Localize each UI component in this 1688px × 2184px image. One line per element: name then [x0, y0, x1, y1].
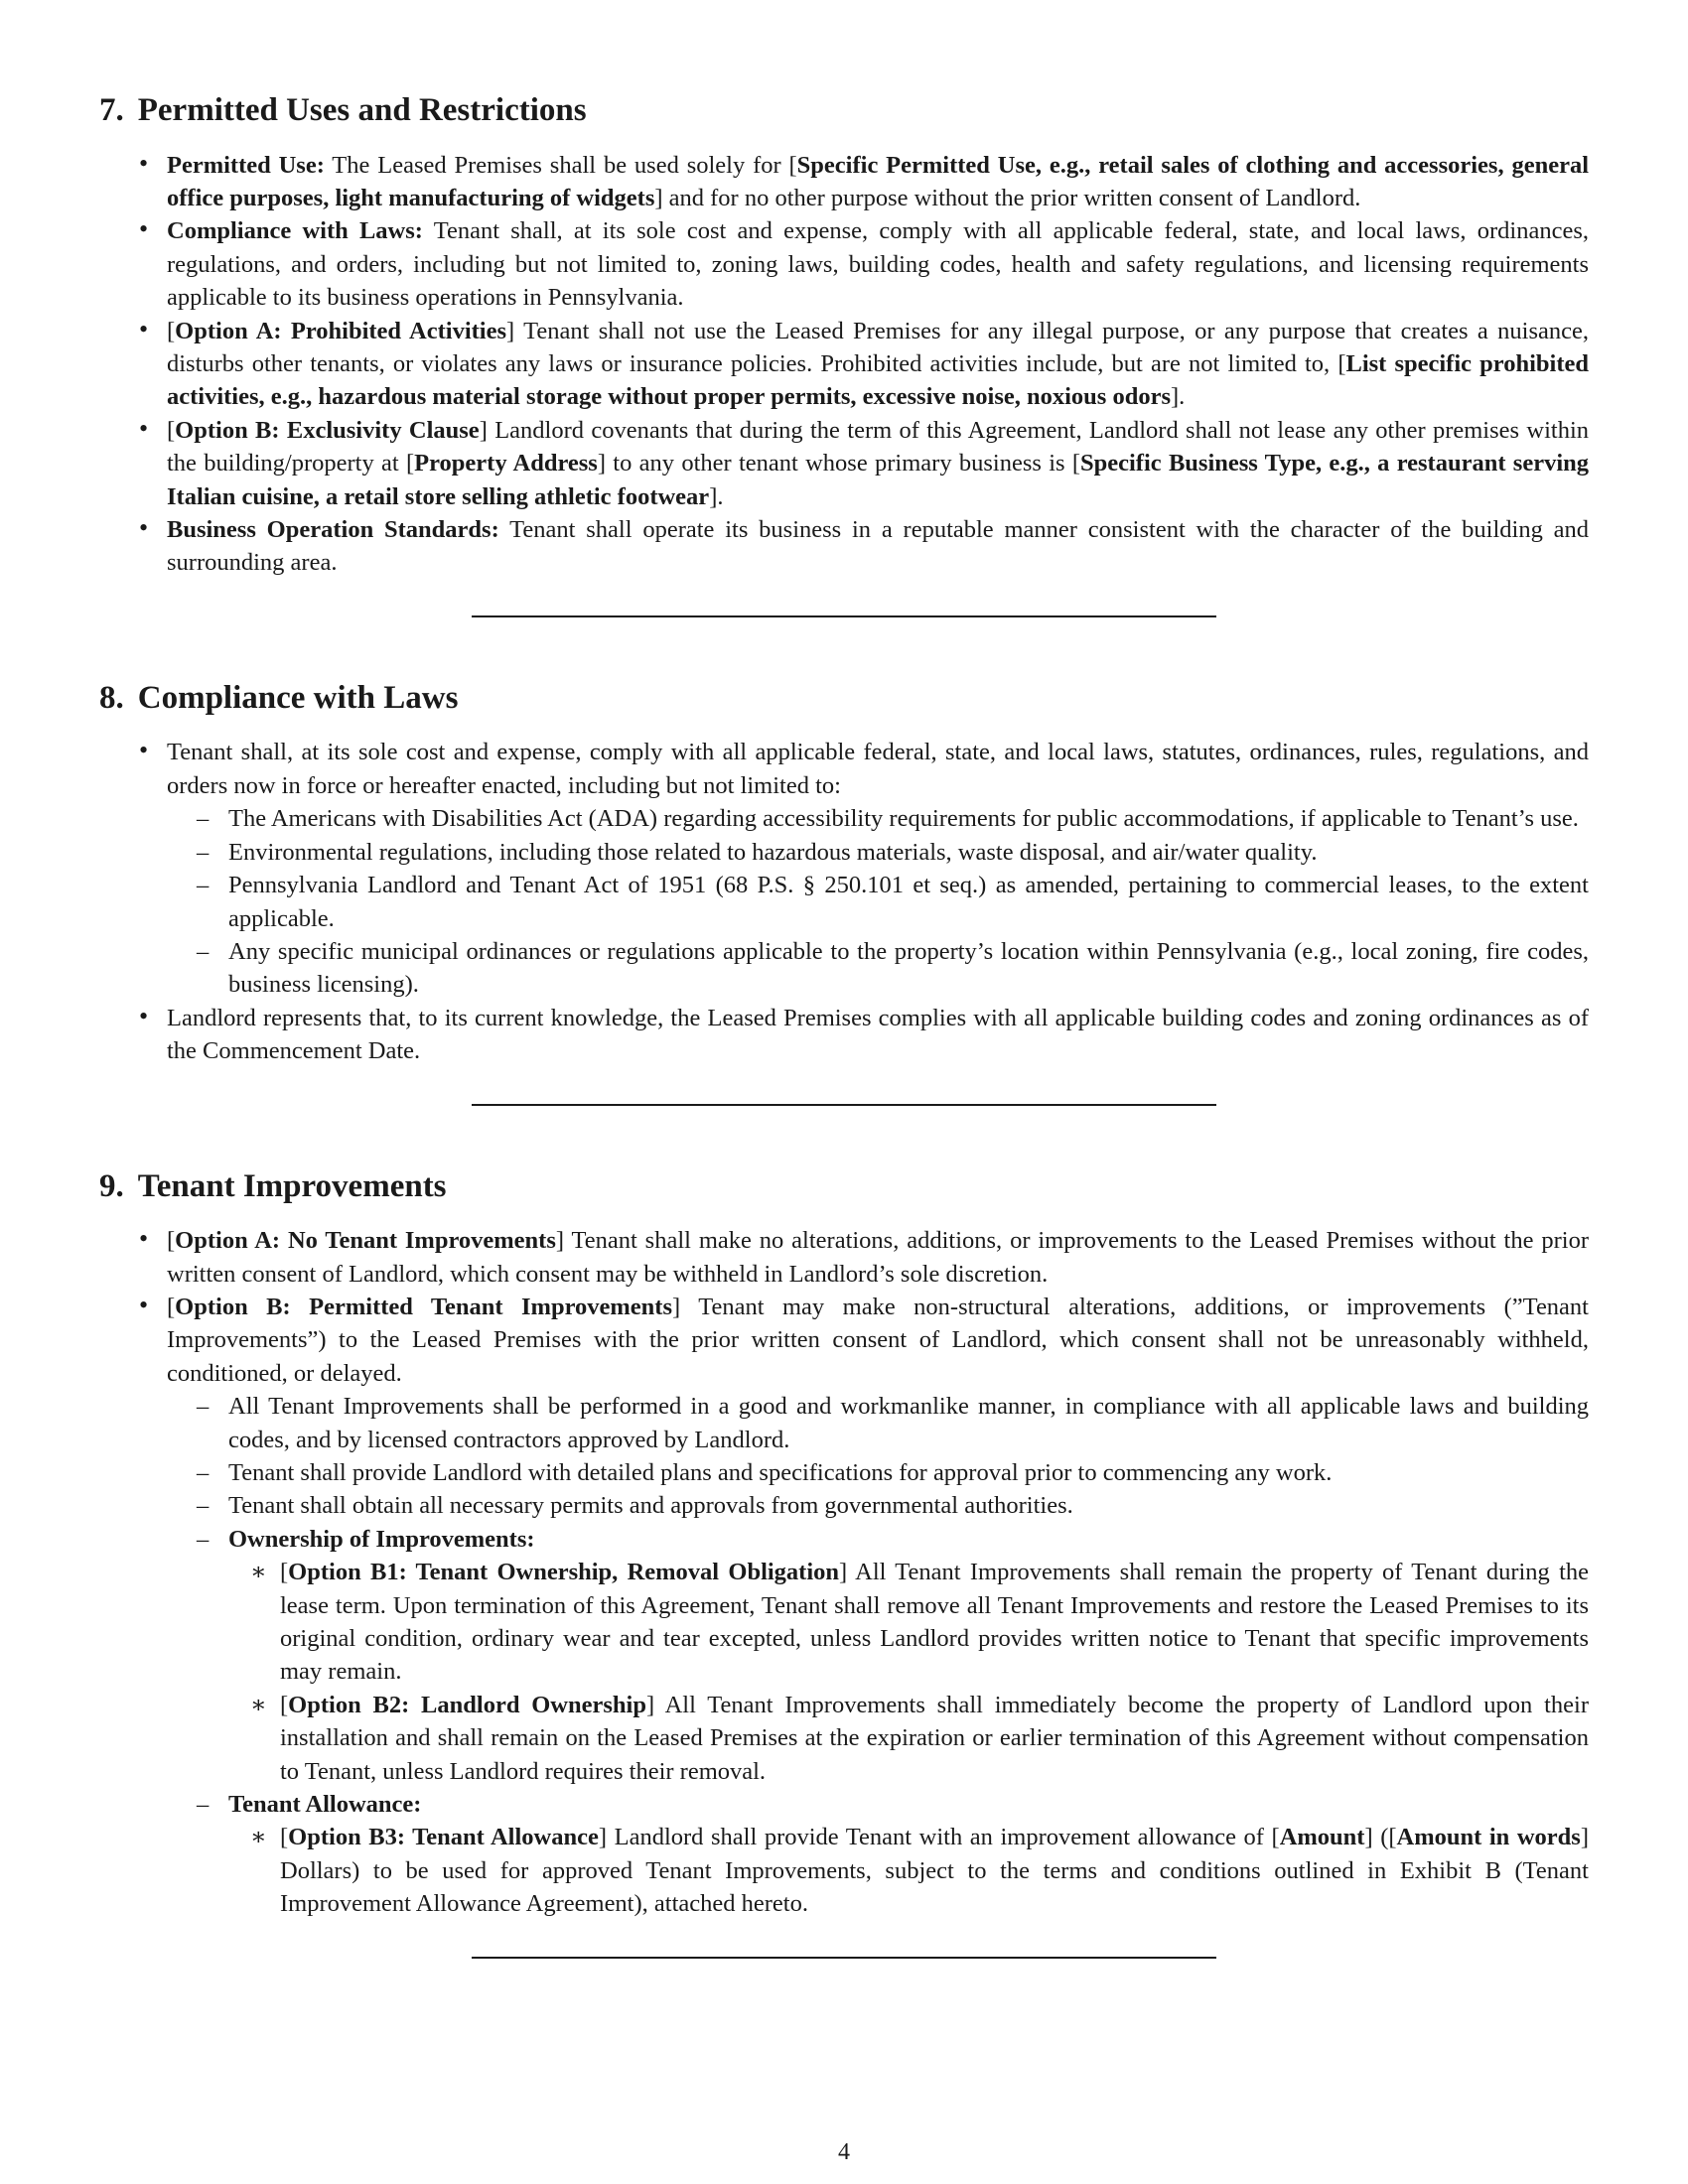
list-item: • Tenant shall, at its sole cost and expense, comply with all applicable federal, state, and local laws, statutes, ordinances, rules, regulations, and orders now in force or hereafter enacted, including but not limited to: – The Americans with Disabilities Act (ADA) regarding accessibility requirements for public accommodations, if applicable to Tenant’s use. – Environmental regulations, including those related to hazardous materials, waste disposal, and air/water quality. – Pennsylvania Landlord and Tenant Act of 1951 (68 P.S. § 250.101 et seq.) as amended, pertaining to commercial leases, to the extent applicable. – Any specific municipal ordinances or regulations applicable to the property’s location within Pennsylvania (e.g., local zoning, fire codes, business licensing). — [167, 736, 1589, 1001]
section-9-list — [99, 1224, 1589, 1921]
section-7-list — [99, 149, 1589, 580]
sub-list-item: – The Americans with Disabilities Act (ADA) regarding accessibility requirements for public accommodations, if applicable to Tenant’s use. — [228, 802, 1589, 835]
list-item: • [Option B: Permitted Tenant Improvements] Tenant may make non-structural alterations, additions, or improvements (”Tenant Improvements”) to the Leased Premises with the prior written consent of Landlord, which consent shall not be unreasonably withheld, conditioned, or delayed. – All Tenant Improvements shall be performed in a good and workmanlike manner, in compliance with all applicable laws and building codes, and by licensed contractors approved by Landlord. – Tenant shall provide Landlord with detailed plans and specifications for approval prior to commencing any work. – Tenant shall obtain all necessary permits and approvals from governmental authorities. – Ownership of Improvements: ∗ [Option B1: Tenant Ownership, Removal Obligation] All Tenant Improvements shall remain the property of Tenant during the lease term. Upon termination of this Agreement, Tenant shall remove all Tenant Improvements and restore the Leased Premises to its original condition, ordinary wear and tear excepted, unless Landlord provides written notice to Tenant that specific improvements may remain. ∗ [Option B2: Landlord Ownership] All Tenant Improvements shall immediately become the property of Landlord upon their installation and shall remain on the Leased Premises at the expiration or earlier termination of this Agreement without compensation to Tenant, unless Landlord requires their removal. – Tenant Allowance: ∗ [Option B3: Tenant Allowance] Landlord shall provide Tenant with an improvement allowance of [Amount] ([Amount in words] Dollars) to be used for approved Tenant Improvements, subject to the terms and conditions outlined in Exhibit B (Tenant Improvement Allowance Agreement), attached hereto. — [167, 1291, 1589, 1921]
sub-list-item: – Environmental regulations, including those related to hazardous materials, waste disposal, and air/water quality. — [228, 836, 1589, 869]
sub-list-item: – Tenant shall obtain all necessary permits and approvals from governmental authorities. — [228, 1489, 1589, 1522]
list-item: • Compliance with Laws: Tenant shall, at its sole cost and expense, comply with all applicable federal, state, and local laws, ordinances, regulations, and orders, including but not limited to, zoning laws, building codes, health and safety regulations, and licensing requirements applicable to its business operations in Pennsylvania. — [167, 214, 1589, 314]
page-number: 4 — [838, 2139, 850, 2165]
section-8 — [99, 679, 1589, 1106]
sub-sub-list-item: ∗ [Option B2: Landlord Ownership] All Tenant Improvements shall immediately become the property of Landlord upon their installation and shall remain on the Leased Premises at the expiration or earlier termination of this Agreement without compensation to Tenant, unless Landlord requires their removal. — [280, 1689, 1589, 1788]
sub-sub-list-item: ∗ [Option B3: Tenant Allowance] Landlord shall provide Tenant with an improvement allowance of [Amount] ([Amount in words] Dollars) to be used for approved Tenant Improvements, subject to the terms and conditions outlined in Exhibit B (Tenant Improvement Allowance Agreement), attached hereto. — [280, 1821, 1589, 1920]
section-divider — [472, 1957, 1216, 1959]
sub-list — [167, 1390, 1589, 1921]
section-heading: 9. Tenant Improvements — [99, 1167, 447, 1204]
sub-list-item: – Tenant shall provide Landlord with detailed plans and specifications for approval prior to commencing any work. — [228, 1456, 1589, 1489]
sub-list-item: – Pennsylvania Landlord and Tenant Act of 1951 (68 P.S. § 250.101 et seq.) as amended, pertaining to commercial leases, to the extent applicable. — [228, 869, 1589, 935]
section-7 — [99, 91, 1589, 617]
list-item: • Landlord represents that, to its current knowledge, the Leased Premises complies with all applicable building codes and zoning ordinances as of the Commencement Date. — [167, 1002, 1589, 1068]
section-9 — [99, 1167, 1589, 1959]
sub-list-item: – All Tenant Improvements shall be performed in a good and workmanlike manner, in compliance with all applicable laws and building codes, and by licensed contractors approved by Landlord. — [228, 1390, 1589, 1456]
section-divider — [472, 615, 1216, 617]
sub-list-item: – Any specific municipal ordinances or regulations applicable to the property’s location within Pennsylvania (e.g., local zoning, fire codes, business licensing). — [228, 935, 1589, 1002]
sub-sub-list — [228, 1821, 1589, 1920]
list-item: • [Option B: Exclusivity Clause] Landlord covenants that during the term of this Agreement, Landlord shall not lease any other premises within the building/property at [Property Address] to any other tenant whose primary business is [Specific Business Type, e.g., a restaurant serving Italian cuisine, a retail store selling athletic footwear]. — [167, 414, 1589, 513]
list-item: • Business Operation Standards: Tenant shall operate its business in a reputable manner consistent with the character of the building and surrounding area. — [167, 513, 1589, 580]
sub-list-item: – Tenant Allowance: ∗ [Option B3: Tenant Allowance] Landlord shall provide Tenant with an improvement allowance of [Amount] ([Amount in words] Dollars) to be used for approved Tenant Improvements, subject to the terms and conditions outlined in Exhibit B (Tenant Improvement Allowance Agreement), attached hereto. — [228, 1788, 1589, 1921]
sub-list-item: – Ownership of Improvements: ∗ [Option B1: Tenant Ownership, Removal Obligation] All Tenant Improvements shall remain the property of Tenant during the lease term. Upon termination of this Agreement, Tenant shall remove all Tenant Improvements and restore the Leased Premises to its original condition, ordinary wear and tear excepted, unless Landlord provides written notice to Tenant that specific improvements may remain. ∗ [Option B2: Landlord Ownership] All Tenant Improvements shall immediately become the property of Landlord upon their installation and shall remain on the Leased Premises at the expiration or earlier termination of this Agreement without compensation to Tenant, unless Landlord requires their removal. — [228, 1523, 1589, 1788]
sub-sub-list — [228, 1556, 1589, 1788]
sub-sub-list-item: ∗ [Option B1: Tenant Ownership, Removal Obligation] All Tenant Improvements shall remain the property of Tenant during the lease term. Upon termination of this Agreement, Tenant shall remove all Tenant Improvements and restore the Leased Premises to its original condition, ordinary wear and tear excepted, unless Landlord provides written notice to Tenant that specific improvements may remain. — [280, 1556, 1589, 1689]
sub-list — [167, 802, 1589, 1001]
list-item: • Permitted Use: The Leased Premises shall be used solely for [Specific Permitted Use, e.g., retail sales of clothing and accessories, general office purposes, light manufacturing of widgets] and for no other purpose without the prior written consent of Landlord. — [167, 149, 1589, 215]
section-heading: 8. Compliance with Laws — [99, 679, 459, 716]
list-item: • [Option A: No Tenant Improvements] Tenant shall make no alterations, additions, or improvements to the Leased Premises without the prior written consent of Landlord, which consent may be withheld in Landlord’s sole discretion. — [167, 1224, 1589, 1291]
list-item: • [Option A: Prohibited Activities] Tenant shall not use the Leased Premises for any illegal purpose, or any purpose that creates a nuisance, disturbs other tenants, or violates any laws or insurance policies. Prohibited activities include, but are not limited to, [List specific prohibited activities, e.g., hazardous material storage without proper permits, excessive noise, noxious odors]. — [167, 315, 1589, 414]
section-heading: 7. Permitted Uses and Restrictions — [99, 92, 587, 128]
section-divider — [472, 1104, 1216, 1106]
document-page — [99, 91, 1589, 2020]
section-8-list — [99, 736, 1589, 1067]
